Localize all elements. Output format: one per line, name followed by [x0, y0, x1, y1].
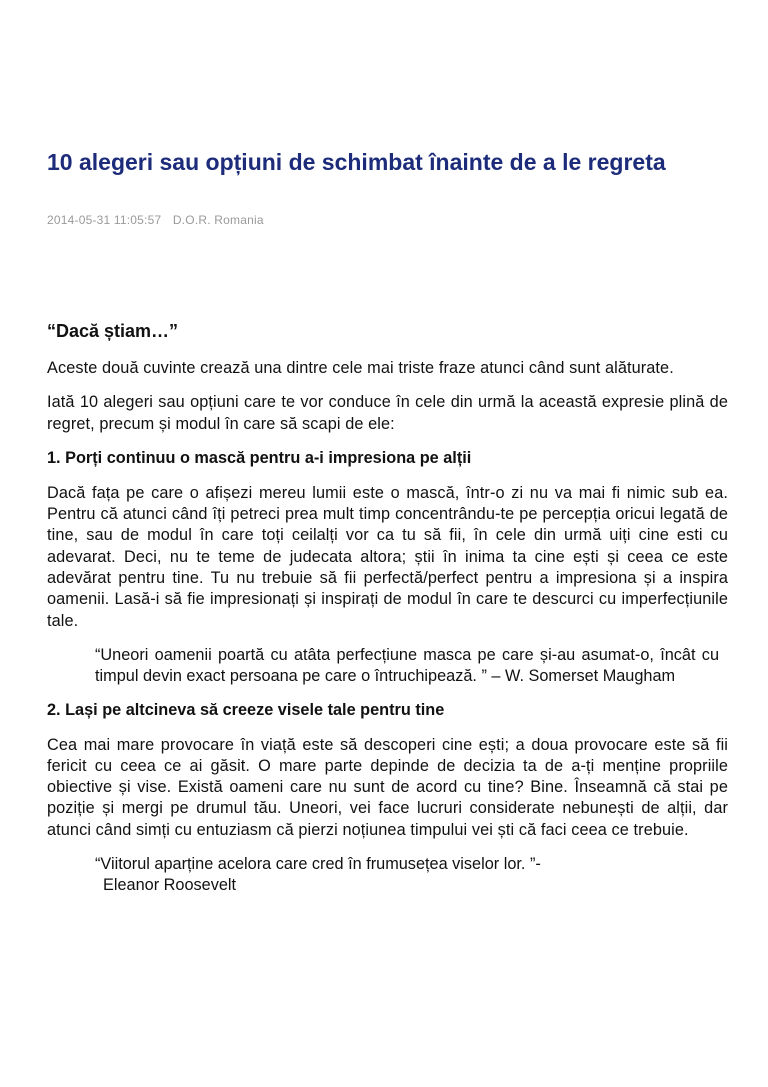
section-heading: 1. Porți continuu o mască pentru a-i impresiona pe alții	[47, 448, 472, 467]
article-meta	[47, 213, 272, 227]
intro-paragraph: Aceste două cuvinte crează una dintre cele mai triste fraze atunci când sunt alăturate.	[47, 359, 674, 377]
article-body	[47, 318, 728, 909]
section-quote	[95, 854, 719, 897]
lead-quote: “Dacă știam…”	[47, 321, 179, 341]
section-paragraph: Dacă fața pe care o afișezi mereu lumii este o mască, într-o zi nu va mai fi nimic sub ea. Pentru că atunci când îți petreci prea mult timp concentrându-te pe percepția oricui legată de tine, sau de modul în care toți ceilalți vor ca tu să fii, în cele din urmă uiți cine esti cu adevarat. Deci, nu te teme de judecata altora; știi în inima ta cine ești și ceea ce este adevărat pentru tine. Tu nu trebuie să fii perfectă/perfect pentru a impresiona și a inspira oamenii. Lasă-i să fie impresionați și inspirați de modul în care te descurci cu imperfecțiunile tale.	[47, 483, 728, 630]
quote-text: “Uneori oamenii poartă cu atâta perfecțiune masca pe care și-au asumat-o, încât cu timpul devin exact persoana pe care o întruchipează. ” – W. Somerset Maugham	[95, 645, 719, 686]
quote-text: “Viitorul aparține acelora care cred în frumusețea viselor lor. ”-	[95, 855, 541, 874]
section-paragraph: Cea mai mare provocare în viață este să descoperi cine ești; a doua provocare este să fii fericit cu ceea ce ai găsit. O mare parte depinde de decizia ta de a-ți menține propriile obiective și vise. Există oameni care nu sunt de acord cu tine? Bine. Înseamnă că stai pe poziție și mergi pe drumul tău. Uneori, vei face lucruri considerate nebunești de alții, dar atunci când simți cu entuziasm că pierzi noțiunea timpului vei ști că faci ceea ce trebuie.	[47, 735, 728, 839]
article-date: 2014-05-31 11:05:57	[47, 213, 162, 227]
article-author: D.O.R. Romania	[172, 213, 264, 227]
section-quote	[95, 645, 719, 688]
article-title: 10 alegeri sau opțiuni de schimbat înainte de a le regreta	[47, 149, 666, 175]
quote-author: Eleanor Roosevelt	[103, 876, 237, 895]
intro-paragraph: Iată 10 alegeri sau opțiuni care te vor conduce în cele din urmă la această expresie plină de regret, precum și modul în care să scapi de ele:	[47, 393, 728, 433]
section-heading: 2. Lași pe altcineva să creeze visele tale pentru tine	[47, 700, 445, 719]
